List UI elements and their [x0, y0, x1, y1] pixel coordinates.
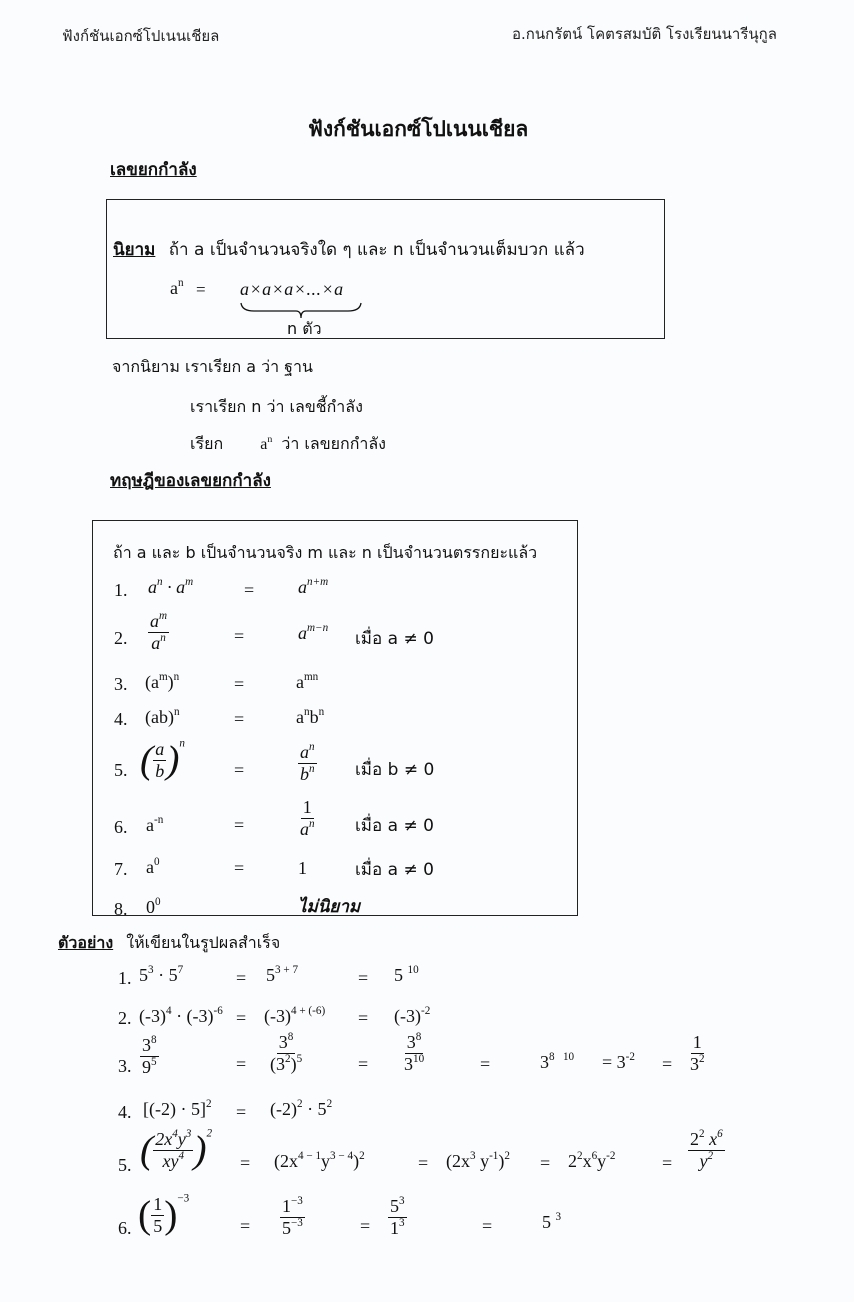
rule-equals: = [234, 709, 245, 729]
example-1-step-3: 5 $^{10}$ [394, 964, 419, 985]
rule-number: 8. [114, 899, 128, 919]
example-equals: = [360, 1216, 371, 1236]
example-6-step-1: ( $\frac{1}{5}$ )$^{-3}$ [138, 1192, 190, 1237]
rule-6-lhs: $a^{-n}$ [146, 814, 164, 835]
example-3-step-2: $\frac{3^8}{(3^2)^5}$ [270, 1031, 303, 1074]
rule-number: 5. [114, 760, 128, 780]
definition-box [106, 199, 665, 339]
section-heading-exponent: เลขยกกำลัง [110, 160, 197, 180]
rule-condition: เมื่อ a ≠ 0 [355, 816, 434, 836]
rule-equals: = [234, 626, 245, 646]
rule-7-lhs: $a^0$ [146, 856, 160, 877]
example-equals: = [480, 1054, 491, 1074]
examples-header [58, 931, 280, 956]
example-equals: = [358, 1054, 369, 1074]
example-5-step-1: ( $\frac{2x^4y^3}{xy^4}$ )$^2$ [140, 1127, 213, 1172]
rule-3-lhs: $(a^m)^n$ [145, 671, 180, 692]
example-5-step-5: $\frac{2^2 x^6}{y^2}$ [690, 1128, 723, 1171]
rule-equals: = [234, 674, 245, 694]
definition-label: นิยาม [113, 240, 156, 260]
example-5-step-4: $2^2x^6y^{-2}$ [568, 1150, 616, 1171]
theorem-intro: ถ้า a และ b เป็นจำนวนจริง m และ n เป็นจำนวนตรรกยะแล้ว [113, 543, 538, 562]
rule-8-rhs: ไม่นิยาม [298, 897, 361, 917]
example-equals: = [240, 1216, 251, 1236]
rule-number: 2. [114, 628, 128, 648]
rule-4-lhs: (ab)$^n$ [145, 706, 180, 727]
examples-label: ตัวอย่าง [58, 933, 114, 952]
example-2-step-2: $(-3)^{4 + (-6)}$ [264, 1005, 326, 1026]
rule-number: 7. [114, 859, 128, 879]
example-3-step-3: $\frac{3^8}{3^{10}}$ [404, 1031, 425, 1074]
rule-3-rhs: $a^{mn}$ [296, 671, 319, 692]
rule-number: 6. [114, 817, 128, 837]
rule-5-rhs: $\frac{a^n}{b^n}$ [300, 741, 315, 784]
example-number: 2. [118, 1008, 132, 1028]
example-equals: = [662, 1054, 673, 1074]
example-1-step-2: $5^{3 + 7}$ [266, 964, 299, 985]
examples-instruction: ให้เขียนในรูปผลสำเร็จ [126, 933, 281, 952]
rule-equals: = [244, 580, 255, 600]
rule-equals: = [234, 858, 245, 878]
definition-lhs: $a^n$ [170, 277, 184, 298]
rule-1-rhs: $a^{n+m}$ [298, 576, 329, 597]
rule-condition: เมื่อ a ≠ 0 [355, 629, 434, 649]
example-number: 1. [118, 968, 132, 988]
header-left: ฟังก์ชันเอกซ์โปเนนเชียล [62, 27, 220, 45]
header-right: อ.กนกรัตน์ โคตรสมบัติ โรงเรียนนารีนุกูล [512, 25, 777, 43]
rule-1-lhs: $a^n \cdot a^m$ [148, 576, 194, 597]
brace-label: n ตัว [287, 319, 322, 338]
example-3-step-5: = $3^{-2}$ [602, 1051, 635, 1072]
example-6-step-2: $\frac{1^{-3}}{5^{-3}}$ [282, 1195, 303, 1238]
example-number: 3. [118, 1056, 132, 1076]
definition-product: a×a×a×...×a [240, 279, 344, 299]
definition-equals: = [196, 280, 206, 299]
explain-power: เรียก $a^n$ ว่า เลขยกกำลัง [190, 434, 386, 453]
example-2-step-3: $(-3)^{-2}$ [394, 1005, 431, 1026]
rule-condition: เมื่อ b ≠ 0 [355, 760, 435, 780]
example-3-step-4: $3^{8 10}$ [540, 1051, 575, 1072]
example-5-step-2: $(2x^{4 - 1}y^{3 - 4})^2$ [274, 1150, 365, 1171]
rule-number: 4. [114, 709, 128, 729]
example-equals: = [662, 1153, 673, 1173]
example-6-step-3: $\frac{5^3}{1^3}$ [390, 1195, 405, 1238]
rule-8-lhs: $0^0$ [146, 896, 161, 917]
rule-4-rhs: $a^nb^n$ [296, 706, 325, 727]
example-number: 5. [118, 1155, 132, 1175]
rule-equals: = [234, 760, 245, 780]
example-6-step-4: 5 $^3$ [542, 1211, 562, 1232]
explain-base: จากนิยาม เราเรียก a ว่า ฐาน [112, 357, 313, 376]
page-title: ฟังก์ชันเอกซ์โปเนนเชียล [308, 117, 529, 141]
example-equals: = [236, 1008, 247, 1028]
rule-5-lhs: ( $\frac{a}{b}$ )$^n$ [140, 737, 185, 782]
rule-number: 1. [114, 580, 128, 600]
definition-line [113, 236, 585, 263]
example-equals: = [482, 1216, 493, 1236]
example-equals: = [418, 1153, 429, 1173]
example-equals: = [358, 968, 369, 988]
example-equals: = [358, 1008, 369, 1028]
rule-6-rhs: $\frac{1}{a^n}$ [300, 797, 315, 839]
example-2-step-1: $(-3)^4 \cdot (-3)^{-6}$ [139, 1005, 223, 1026]
example-equals: = [236, 968, 247, 988]
rule-equals: = [234, 815, 245, 835]
example-3-step-1: $\frac{3^8}{9^5}$ [142, 1034, 157, 1077]
example-equals: = [236, 1054, 247, 1074]
rule-7-rhs: 1 [298, 858, 307, 878]
rule-number: 3. [114, 674, 128, 694]
rule-2-rhs: $a^{m-n}$ [298, 622, 329, 643]
example-number: 4. [118, 1102, 132, 1122]
example-equals: = [236, 1102, 247, 1122]
example-1-step-1: $5^3 \cdot 5^7$ [139, 964, 184, 985]
example-equals: = [540, 1153, 551, 1173]
example-3-step-6: $\frac{1}{3^2}$ [690, 1032, 705, 1074]
example-number: 6. [118, 1218, 132, 1238]
example-equals: = [240, 1153, 251, 1173]
example-5-step-3: ($2x^3$ $y^{-1})^2$ [446, 1150, 510, 1171]
rule-2-lhs: $\frac{a^m}{a^n}$ [150, 610, 168, 653]
section-heading-theorems: ทฤษฎีของเลขยกกำลัง [110, 471, 271, 491]
example-4-step-2: $(-2)^2 \cdot 5^2$ [270, 1098, 333, 1119]
explain-exponent: เราเรียก n ว่า เลขชี้กำลัง [190, 397, 363, 416]
definition-text: ถ้า a เป็นจำนวนจริงใด ๆ และ n เป็นจำนวนเต็มบวก แล้ว [168, 240, 585, 260]
example-4-step-1: $[(-2) \cdot 5]^2$ [143, 1098, 212, 1119]
rule-condition: เมื่อ a ≠ 0 [355, 860, 434, 880]
